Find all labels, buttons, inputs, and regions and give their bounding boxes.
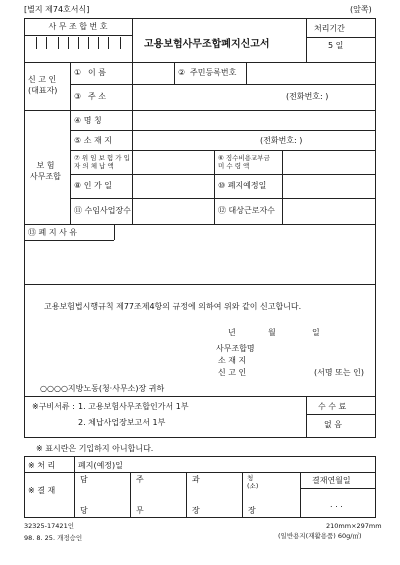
closure-date-label: ⑩ 폐지예정일 xyxy=(218,181,267,190)
fee-value: 없 음 xyxy=(324,420,342,429)
recipient: ○○○○지방노동(청·사무소)장 귀하 xyxy=(40,384,165,393)
approval-date-label: ⑧ 인 가 일 xyxy=(74,181,112,190)
form-title: 고용보험사무조합폐지신고서 xyxy=(144,39,270,50)
reporter-section-label: 신 고 인 (대표자) xyxy=(28,75,58,95)
name-num: ① xyxy=(74,68,82,77)
office-name-label: ④ 명 칭 xyxy=(74,116,102,125)
form-number: [별지 제74호서식] xyxy=(24,5,90,14)
unreceived-fee-input[interactable] xyxy=(283,151,375,173)
approver-3-bottom: 장 xyxy=(192,506,200,515)
approver-3-top: 과 xyxy=(192,475,200,484)
footer-approved: 98. 8. 25. 개정승인 xyxy=(24,534,83,542)
approver-2-bottom: 무 xyxy=(136,506,144,515)
fee-label: 수 수 료 xyxy=(318,402,347,411)
union-number-label: 사 무 조 합 번 호 xyxy=(48,22,108,31)
reporter-phone: (전화번호: ) xyxy=(286,92,329,101)
union-number-boxes[interactable] xyxy=(26,37,130,49)
office-phone: (전화번호: ) xyxy=(260,136,303,145)
delinquent-amount-label: ⑦ 위 임 보 험 가 입 자 의 체 납 액 xyxy=(74,154,130,170)
result-date-label: 결재연월일 xyxy=(312,476,351,485)
closure-reason-input[interactable] xyxy=(26,242,374,282)
date-year: 년 xyxy=(228,328,236,337)
id-num: ② xyxy=(178,68,186,77)
sign-org-label: 사무조합명 xyxy=(216,344,255,353)
delinquent-amount-input[interactable] xyxy=(133,151,213,173)
approver-4-top: 청 (소) xyxy=(247,474,259,490)
office-section-label: 보 험 사무조합 xyxy=(30,161,61,181)
statement-text: 고용보험법시행규칙 제77조제4항의 규정에 의하여 위와 같이 신고합니다. xyxy=(44,302,302,311)
unreceived-fee-label: ⑥ 징수비용교부금 미 수 령 액 xyxy=(218,154,270,170)
address-input[interactable] xyxy=(133,85,283,109)
processing-period-label: 처리기간 xyxy=(314,24,345,33)
approver-1-bottom: 당 xyxy=(80,506,88,515)
page-side: (앞쪽) xyxy=(350,5,372,14)
office-location-label: ⑤ 소 재 지 xyxy=(74,136,112,145)
id-label: 주민등록번호 xyxy=(190,68,237,77)
processing-table xyxy=(24,456,376,518)
signature-note: (서명 또는 인) xyxy=(314,368,364,377)
processing-period-value: 5 일 xyxy=(328,41,344,50)
address-label: 주 소 xyxy=(88,92,106,101)
workplace-count-input[interactable] xyxy=(133,199,213,223)
processing-value: 폐지(예정)일 xyxy=(78,461,123,470)
signature-field[interactable] xyxy=(260,364,312,378)
sign-reporter-label: 신 고 인 xyxy=(218,368,247,377)
footer-paper: (일반용지(재활용품) 60g/㎡) xyxy=(278,532,362,540)
attachments-label: ※구비서류 : xyxy=(32,402,75,411)
closure-reason-label: ⑬ 폐 지 사 유 xyxy=(28,228,78,237)
approval-date-input[interactable] xyxy=(133,175,213,197)
approver-2-top: 주 xyxy=(136,475,144,484)
footer-size: 210mm×297mm xyxy=(326,522,382,530)
note-text: ※ 표시란은 기입하지 아니합니다. xyxy=(36,444,154,453)
sign-location-label: 소 재 지 xyxy=(218,356,247,365)
result-date-value: . . . xyxy=(330,500,343,509)
processing-label: ※ 처 리 xyxy=(28,461,56,470)
closure-date-input[interactable] xyxy=(283,175,375,197)
approver-4-bottom: 장 xyxy=(248,506,256,515)
worker-count-input[interactable] xyxy=(283,199,375,223)
address-num: ③ xyxy=(74,92,82,101)
workplace-count-label: ⑪ 수임사업장수 xyxy=(74,206,131,215)
id-input[interactable] xyxy=(247,63,375,83)
office-name-input[interactable] xyxy=(133,111,375,129)
approver-1-top: 담 xyxy=(80,475,88,484)
date-day: 일 xyxy=(312,328,320,337)
name-input[interactable] xyxy=(133,63,173,83)
date-month: 월 xyxy=(268,328,276,337)
attachment-2: 2. 체납사업장보고서 1부 xyxy=(78,418,166,427)
approval-label: ※ 결 재 xyxy=(28,486,56,495)
worker-count-label: ⑫ 대상근로자수 xyxy=(218,206,275,215)
footer-code: 32325-17421인 xyxy=(24,522,74,530)
attachment-1: 1. 고용보험사무조합인가서 1부 xyxy=(78,402,189,411)
name-label: 이 름 xyxy=(88,68,106,77)
